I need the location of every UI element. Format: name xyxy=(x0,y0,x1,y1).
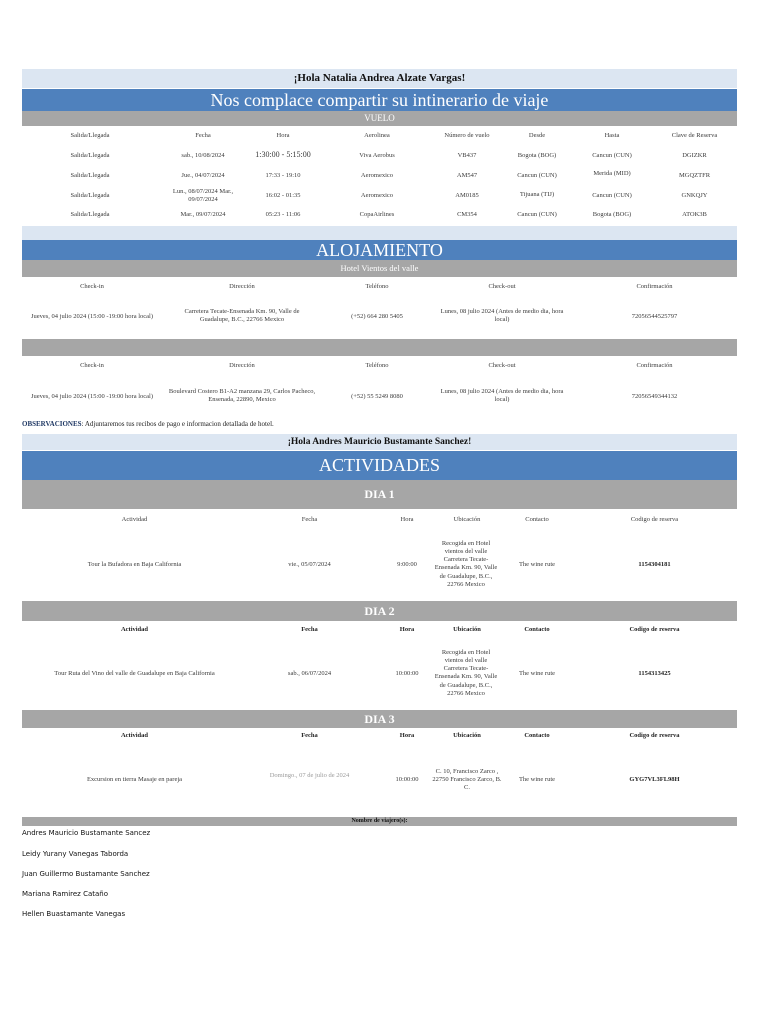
activity-col-header: Codigo de reserva xyxy=(629,732,680,739)
traveler-name: Juan Guillermo Bustamante Sanchez xyxy=(22,870,150,878)
activity-col-header: Actividad xyxy=(120,626,149,633)
activity-cell: 10:00:00 xyxy=(395,776,419,783)
activity-cell: vie., 05/07/2024 xyxy=(288,561,331,568)
activity-col-header: Fecha xyxy=(301,732,318,739)
lodging-row-1 xyxy=(22,308,737,332)
lodging-cell: Jueves, 04 julio 2024 (15:00 -19:00 hora local) xyxy=(30,393,154,400)
hotel-name-bar: Hotel Vientos del valle xyxy=(22,260,737,277)
day3-bar: DIA 3 xyxy=(22,710,737,728)
flight-col-header: Aerolinea xyxy=(364,132,390,139)
flight-row xyxy=(22,186,737,206)
activity-col-header: Codigo de reserva xyxy=(630,516,679,523)
activity-col-header: Contacto xyxy=(524,732,550,739)
flight-cell: MGQZTFR xyxy=(678,172,711,179)
flight-row xyxy=(22,150,737,164)
traveler-name: Andres Mauricio Bustamante Sancez xyxy=(22,829,151,837)
flight-cell: Cancun (CUN) xyxy=(592,192,632,199)
lodging-cell: 72056549344132 xyxy=(631,393,678,400)
flight-cell: sab., 10/08/2024 xyxy=(181,152,225,159)
flight-cell: Jue., 04/07/2024 xyxy=(181,172,225,179)
lodging-col-header: Check-in xyxy=(80,283,104,290)
lodging-col-header: Confirmación xyxy=(636,283,673,290)
flight-cell: AM547 xyxy=(456,172,478,179)
flight-cell: Salida/Llegada xyxy=(70,211,110,218)
traveler-name: Hellen Buastamante Vanegas xyxy=(22,910,126,918)
flight-cell: Merida (MID) xyxy=(593,170,631,177)
flight-row xyxy=(22,170,737,184)
flight-cell: Salida/Llegada xyxy=(70,152,110,159)
activity-cell: Recogida en Hotel vientos del valle Carretera Tecate-Ensenada Km. 90, Valle de Guadalupe, B.C., 22766 Mexico xyxy=(434,649,498,697)
activity-cell: 1154313425 xyxy=(638,670,671,677)
activity-col-header: Codigo de reserva xyxy=(629,626,680,633)
activities-banner: ACTIVIDADES xyxy=(22,451,737,480)
flight-cell: 1:30:00 - 5:15:00 xyxy=(255,150,311,159)
lodging-cell: (+52) 664 280 5405 xyxy=(351,313,403,320)
flight-cell: GNKQJY xyxy=(681,192,708,199)
flight-cell: 05:23 - 11:06 xyxy=(265,211,301,218)
lodging-banner: ALOJAMIENTO xyxy=(22,240,737,260)
flight-cell: CopaAirlines xyxy=(359,211,395,218)
flight-cell: Salida/Llegada xyxy=(70,172,110,179)
flight-cell: Cancun (CUN) xyxy=(517,211,557,218)
activity-col-header: Contacto xyxy=(525,516,549,523)
traveler-name: Leidy Yurany Vanegas Taborda xyxy=(22,850,129,858)
activity-col-header: Hora xyxy=(399,732,415,739)
activity-cell: Excursion en tierra Masaje en pareja xyxy=(86,776,183,783)
activity-cell: sab., 06/07/2024 xyxy=(287,670,332,677)
activity-cell: The wine rute xyxy=(518,776,556,783)
lodging-cell: 72056544525797 xyxy=(631,313,678,320)
flight-cell: CM354 xyxy=(457,211,477,218)
day1-row xyxy=(22,540,737,595)
lodging-col-header: Teléfono xyxy=(365,362,389,369)
flight-col-header: Fecha xyxy=(195,132,211,139)
observations-label: OBSERVACIONES xyxy=(22,420,82,428)
day2-row xyxy=(22,649,737,704)
activity-cell: 9:00:00 xyxy=(397,561,417,568)
activity-col-header: Hora xyxy=(399,626,415,633)
flight-col-header: Hasta xyxy=(604,132,620,139)
flight-cell: Aeromexico xyxy=(360,172,394,179)
activity-col-header: Fecha xyxy=(301,626,318,633)
flight-section-bar: VUELO xyxy=(22,111,737,126)
activity-cell: 10:00:00 xyxy=(395,670,419,677)
traveler-name: Mariana Ramirez Cataño xyxy=(22,890,109,898)
lodging-col-header: Teléfono xyxy=(365,283,389,290)
activity-col-header: Ubicación xyxy=(453,516,481,523)
day2-bar: DIA 2 xyxy=(22,601,737,621)
flight-cell: DGIZKR xyxy=(682,152,707,159)
flight-cell: Bogota (BOG) xyxy=(517,152,557,159)
lodging-col-header: Dirección xyxy=(229,362,255,369)
greeting2-banner: ¡Hola Andres Mauricio Bustamante Sanchez! xyxy=(22,434,737,450)
day1-bar: DIA 1 xyxy=(22,480,737,509)
activity-cell: C. 10, Francisco Zarco , 22750 Francisco Zarco, B. C. xyxy=(432,768,502,792)
activity-col-header: Actividad xyxy=(121,516,148,523)
flight-row xyxy=(22,210,737,224)
flight-cell: Cancun (CUN) xyxy=(592,152,632,159)
activity-col-header: Ubicación xyxy=(453,626,481,633)
lodging-cell: (+52) 55 5249 8080 xyxy=(351,393,403,400)
lodging-col-header: Dirección xyxy=(229,283,255,290)
activity-col-header: Hora xyxy=(400,516,414,523)
activity-cell: Tour la Bufadora en Baja California xyxy=(87,561,182,568)
flight-cell: VB437 xyxy=(457,152,477,159)
flight-cell: ATOK3B xyxy=(682,211,707,218)
flight-col-header: Hora xyxy=(276,132,290,139)
activity-col-header: Fecha xyxy=(301,516,318,523)
lodging-cell: Boulevard Costero B1-A2 manzana 29, Carlos Pacheco, Ensenada, 22890, Mexico xyxy=(168,388,316,404)
lodging-cell: Jueves, 04 julio 2024 (15:00 -19:00 hora local) xyxy=(30,313,154,320)
lodging-col-header: Check-in xyxy=(80,362,104,369)
lodging-cell: Lunes, 08 julio 2024 (Antes de medio dia, hora local) xyxy=(440,388,564,404)
activity-cell: Tour Ruta del Vino del valle de Guadalupe en Baja California xyxy=(54,670,215,677)
lodging-cell: Carretera Tecate-Ensenada Km. 90, Valle de Guadalupe, B.C., 22766 Mexico xyxy=(184,308,300,324)
activity-col-header: Ubicación xyxy=(453,732,481,739)
flight-cell: Tijuana (TIJ) xyxy=(519,191,555,198)
flight-table xyxy=(22,126,737,226)
flight-col-header: Clave de Reserva xyxy=(671,132,718,139)
flight-col-header: Número de vuelo xyxy=(444,132,490,139)
greeting-banner: ¡Hola Natalia Andrea Alzate Vargas! xyxy=(22,69,737,88)
hotel2-bar xyxy=(22,339,737,356)
activity-cell: Recogida en Hotel vientos del valle Carretera Tecate-Ensenada Km. 90, Valle de Guadalupe, B.C., 22766 Mexico xyxy=(434,540,498,588)
observations-text: : Adjuntaremos tus recibos de pago e informacion detallada de hotel. xyxy=(81,420,274,428)
flight-cell: AM0185 xyxy=(455,192,479,199)
activity-cell: 1154304181 xyxy=(638,561,671,568)
flight-cell: Cancun (CUN) xyxy=(517,172,557,179)
flight-cell: Viva Aerobus xyxy=(359,152,395,159)
day3-row xyxy=(22,768,737,798)
flight-col-header: Desde xyxy=(528,132,546,139)
lodging-row-2 xyxy=(22,388,737,412)
flight-cell: Bogota (BOG) xyxy=(592,211,632,218)
activity-cell: The wine rute xyxy=(518,561,556,568)
spacer-bar xyxy=(22,226,737,240)
flight-cell: Salida/Llegada xyxy=(70,192,110,199)
flight-col-header: Salida/Llegada xyxy=(70,132,110,139)
lodging-col-header: Check-out xyxy=(488,283,516,290)
flight-cell: 16:02 - 01:35 xyxy=(265,192,301,199)
flight-cell: Aeromexico xyxy=(360,192,394,199)
headline-banner: Nos complace compartir su intinerario de viaje xyxy=(22,89,737,111)
travelers-title-bar: Nombre de viajero(s): xyxy=(22,817,737,826)
activity-col-header: Contacto xyxy=(524,626,550,633)
itinerary xyxy=(22,0,737,1024)
flight-cell: Mar., 09/07/2024 xyxy=(180,211,226,218)
lodging-col-header: Confirmación xyxy=(636,362,673,369)
flight-cell: Lun., 08/07/2024 Mar., 09/07/2024 xyxy=(172,188,234,204)
flight-cell: 17:33 - 19:10 xyxy=(265,172,301,179)
activity-cell: Domingo., 07 de julio de 2024 xyxy=(269,772,350,779)
observations xyxy=(22,420,274,428)
activity-cell: GYG7VL3FL98H xyxy=(629,776,680,783)
activity-cell: The wine rute xyxy=(518,670,556,677)
lodging-cell: Lunes, 08 julio 2024 (Antes de medio dia, hora local) xyxy=(440,308,564,324)
lodging-col-header: Check-out xyxy=(488,362,516,369)
activity-col-header: Actividad xyxy=(120,732,149,739)
